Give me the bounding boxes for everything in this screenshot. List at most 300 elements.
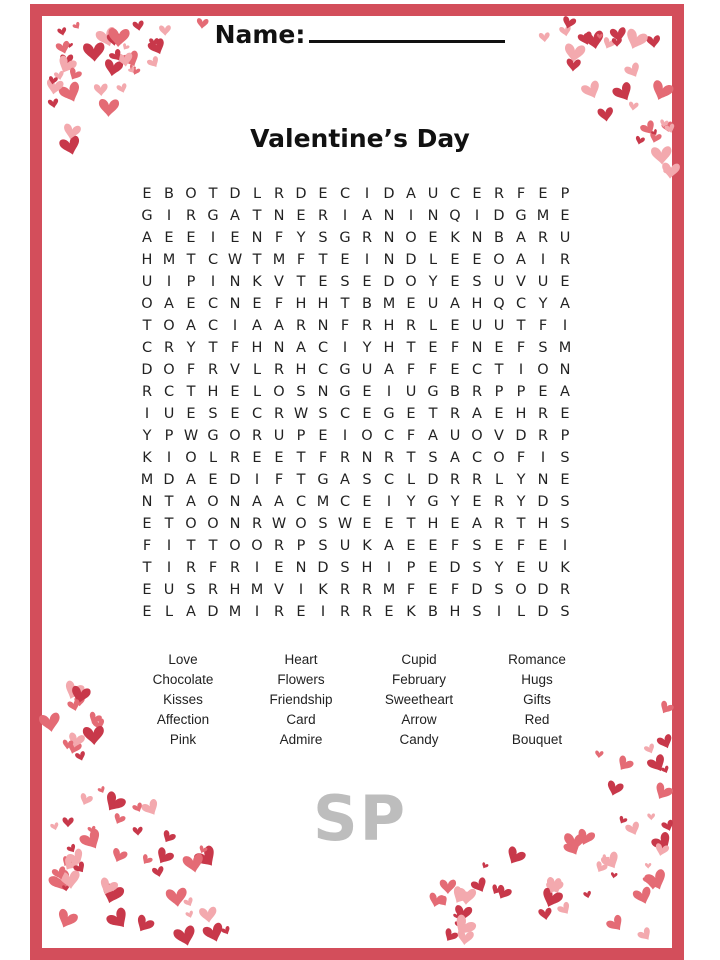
grid-letter[interactable]: F <box>406 582 416 598</box>
grid-letter[interactable]: R <box>207 582 219 598</box>
grid-letter[interactable]: E <box>428 230 438 246</box>
grid-letter[interactable]: E <box>450 252 460 268</box>
grid-letter[interactable]: I <box>342 340 348 356</box>
grid-letter[interactable]: D <box>471 582 483 598</box>
grid-letter[interactable]: S <box>560 494 570 510</box>
grid-letter[interactable]: N <box>295 560 307 576</box>
grid-letter[interactable]: V <box>516 274 526 290</box>
grid-letter[interactable]: L <box>252 186 262 202</box>
grid-letter[interactable]: A <box>560 296 570 312</box>
grid-letter[interactable]: U <box>559 230 571 246</box>
grid-letter[interactable]: E <box>384 604 394 620</box>
grid-letter[interactable]: C <box>471 450 483 466</box>
grid-letter[interactable]: I <box>386 384 392 400</box>
grid-letter[interactable]: O <box>405 230 417 246</box>
grid-letter[interactable]: R <box>339 604 351 620</box>
grid-letter[interactable]: L <box>428 252 438 268</box>
grid-letter[interactable]: R <box>273 362 285 378</box>
grid-letter[interactable]: M <box>382 582 396 598</box>
grid-letter[interactable]: D <box>449 560 461 576</box>
grid-letter[interactable]: Q <box>449 208 461 224</box>
grid-letter[interactable]: N <box>383 208 395 224</box>
grid-letter[interactable]: S <box>560 450 570 466</box>
grid-letter[interactable]: Y <box>538 296 548 312</box>
grid-letter[interactable]: T <box>406 516 416 532</box>
grid-letter[interactable]: I <box>210 230 216 246</box>
grid-letter[interactable]: Y <box>362 340 372 356</box>
grid-letter[interactable]: D <box>427 472 439 488</box>
grid-letter[interactable]: B <box>494 230 504 246</box>
grid-letter[interactable]: A <box>186 472 196 488</box>
grid-letter[interactable]: P <box>296 428 306 444</box>
grid-letter[interactable]: E <box>450 362 460 378</box>
grid-letter[interactable]: T <box>318 252 328 268</box>
grid-letter[interactable]: M <box>536 208 550 224</box>
grid-letter[interactable]: P <box>406 560 416 576</box>
grid-letter[interactable]: E <box>186 406 196 422</box>
grid-letter[interactable]: G <box>427 384 439 400</box>
grid-letter[interactable]: I <box>254 472 260 488</box>
grid-letter[interactable]: I <box>210 274 216 290</box>
grid-letter[interactable]: I <box>166 450 172 466</box>
grid-letter[interactable]: A <box>186 604 196 620</box>
grid-letter[interactable]: R <box>339 450 351 466</box>
grid-letter[interactable]: I <box>364 252 370 268</box>
grid-letter[interactable]: Y <box>494 560 504 576</box>
grid-letter[interactable]: T <box>252 252 262 268</box>
grid-letter[interactable]: R <box>537 230 549 246</box>
grid-letter[interactable]: R <box>559 252 571 268</box>
grid-letter[interactable]: M <box>382 296 396 312</box>
grid-letter[interactable]: O <box>273 384 285 400</box>
grid-letter[interactable]: Y <box>450 494 460 510</box>
grid-letter[interactable]: F <box>450 340 460 356</box>
grid-letter[interactable]: A <box>450 450 460 466</box>
grid-letter[interactable]: C <box>317 340 329 356</box>
grid-letter[interactable]: H <box>383 340 395 356</box>
grid-letter[interactable]: H <box>383 318 395 334</box>
grid-letter[interactable]: R <box>537 428 549 444</box>
grid-letter[interactable]: N <box>471 340 483 356</box>
grid-letter[interactable]: E <box>296 208 306 224</box>
grid-letter[interactable]: E <box>494 340 504 356</box>
grid-letter[interactable]: M <box>272 252 286 268</box>
grid-letter[interactable]: N <box>273 208 285 224</box>
grid-letter[interactable]: E <box>406 406 416 422</box>
grid-letter[interactable]: R <box>273 604 285 620</box>
grid-letter[interactable]: S <box>560 516 570 532</box>
grid-letter[interactable]: E <box>164 230 174 246</box>
grid-letter[interactable]: L <box>252 384 262 400</box>
grid-letter[interactable]: H <box>471 296 483 312</box>
grid-letter[interactable]: S <box>428 450 438 466</box>
grid-letter[interactable]: C <box>207 318 219 334</box>
grid-letter[interactable]: I <box>364 186 370 202</box>
grid-letter[interactable]: A <box>384 362 394 378</box>
grid-letter[interactable]: E <box>274 450 284 466</box>
grid-letter[interactable]: C <box>295 494 307 510</box>
grid-letter[interactable]: I <box>320 604 326 620</box>
grid-letter[interactable]: O <box>163 318 175 334</box>
grid-letter[interactable]: D <box>515 428 527 444</box>
grid-letter[interactable]: T <box>208 186 218 202</box>
grid-letter[interactable]: G <box>207 208 219 224</box>
grid-letter[interactable]: E <box>252 296 262 312</box>
grid-letter[interactable]: W <box>227 252 243 268</box>
grid-letter[interactable]: A <box>142 230 152 246</box>
grid-letter[interactable]: N <box>559 362 571 378</box>
grid-letter[interactable]: E <box>450 516 460 532</box>
grid-letter[interactable]: U <box>537 560 549 576</box>
grid-letter[interactable]: O <box>405 274 417 290</box>
grid-letter[interactable]: I <box>474 208 480 224</box>
grid-letter[interactable]: E <box>296 604 306 620</box>
grid-letter[interactable]: F <box>340 318 350 334</box>
grid-letter[interactable]: W <box>337 516 353 532</box>
grid-letter[interactable]: T <box>516 516 526 532</box>
grid-letter[interactable]: R <box>559 582 571 598</box>
grid-letter[interactable]: E <box>538 186 548 202</box>
grid-letter[interactable]: N <box>317 384 329 400</box>
grid-letter[interactable]: E <box>318 274 328 290</box>
grid-letter[interactable]: L <box>164 604 174 620</box>
grid-letter[interactable]: V <box>274 582 284 598</box>
grid-letter[interactable]: E <box>142 516 152 532</box>
grid-letter[interactable]: R <box>295 318 307 334</box>
grid-letter[interactable]: F <box>428 362 438 378</box>
grid-letter[interactable]: E <box>274 560 284 576</box>
grid-letter[interactable]: T <box>516 318 526 334</box>
grid-letter[interactable]: E <box>450 318 460 334</box>
grid-letter[interactable]: B <box>362 296 372 312</box>
grid-letter[interactable]: R <box>273 186 285 202</box>
grid-letter[interactable]: S <box>318 406 328 422</box>
grid-letter[interactable]: C <box>251 406 263 422</box>
grid-letter[interactable]: E <box>252 450 262 466</box>
grid-letter[interactable]: C <box>383 428 395 444</box>
grid-letter[interactable]: E <box>186 230 196 246</box>
grid-letter[interactable]: L <box>494 472 504 488</box>
grid-letter[interactable]: C <box>339 494 351 510</box>
grid-letter[interactable]: O <box>185 516 197 532</box>
grid-letter[interactable]: I <box>540 450 546 466</box>
grid-letter[interactable]: T <box>252 208 262 224</box>
grid-letter[interactable]: S <box>208 406 218 422</box>
grid-letter[interactable]: U <box>537 274 549 290</box>
grid-letter[interactable]: R <box>185 560 197 576</box>
grid-letter[interactable]: K <box>318 582 328 598</box>
grid-letter[interactable]: T <box>296 472 306 488</box>
grid-letter[interactable]: A <box>450 296 460 312</box>
grid-letter[interactable]: W <box>183 428 199 444</box>
grid-letter[interactable]: N <box>361 450 373 466</box>
grid-letter[interactable]: R <box>449 472 461 488</box>
grid-letter[interactable]: A <box>186 318 196 334</box>
grid-letter[interactable]: S <box>186 582 196 598</box>
grid-letter[interactable]: T <box>186 538 196 554</box>
grid-letter[interactable]: F <box>274 472 284 488</box>
grid-letter[interactable]: G <box>427 494 439 510</box>
grid-letter[interactable]: D <box>537 582 549 598</box>
grid-letter[interactable]: S <box>472 538 482 554</box>
grid-letter[interactable]: E <box>340 252 350 268</box>
grid-letter[interactable]: L <box>208 450 218 466</box>
grid-letter[interactable]: Y <box>142 428 152 444</box>
grid-letter[interactable]: I <box>562 318 568 334</box>
grid-letter[interactable]: E <box>560 274 570 290</box>
grid-letter[interactable]: H <box>449 604 461 620</box>
grid-letter[interactable]: C <box>141 340 153 356</box>
grid-letter[interactable]: O <box>207 494 219 510</box>
grid-letter[interactable]: I <box>386 560 392 576</box>
grid-letter[interactable]: D <box>383 186 395 202</box>
grid-letter[interactable]: S <box>318 538 328 554</box>
grid-letter[interactable]: C <box>471 362 483 378</box>
grid-letter[interactable]: L <box>516 604 526 620</box>
grid-letter[interactable]: E <box>406 296 416 312</box>
grid-letter[interactable]: V <box>230 362 240 378</box>
grid-letter[interactable]: O <box>493 252 505 268</box>
grid-letter[interactable]: E <box>406 538 416 554</box>
grid-letter[interactable]: I <box>254 560 260 576</box>
grid-letter[interactable]: P <box>560 428 570 444</box>
grid-letter[interactable]: A <box>428 428 438 444</box>
grid-letter[interactable]: R <box>537 406 549 422</box>
grid-letter[interactable]: E <box>428 582 438 598</box>
grid-letter[interactable]: F <box>274 230 284 246</box>
grid-letter[interactable]: A <box>296 340 306 356</box>
grid-letter[interactable]: R <box>229 450 241 466</box>
grid-letter[interactable]: M <box>316 494 330 510</box>
grid-letter[interactable]: F <box>186 362 196 378</box>
grid-letter[interactable]: E <box>362 274 372 290</box>
grid-letter[interactable]: H <box>229 582 241 598</box>
grid-letter[interactable]: M <box>162 252 176 268</box>
grid-letter[interactable]: Y <box>516 472 526 488</box>
grid-letter[interactable]: F <box>538 318 548 334</box>
grid-letter[interactable]: T <box>428 406 438 422</box>
grid-letter[interactable]: H <box>295 362 307 378</box>
grid-letter[interactable]: F <box>516 186 526 202</box>
grid-letter[interactable]: L <box>252 362 262 378</box>
grid-letter[interactable]: E <box>230 230 240 246</box>
grid-letter[interactable]: G <box>339 362 351 378</box>
grid-letter[interactable]: O <box>185 186 197 202</box>
grid-letter[interactable]: M <box>228 604 242 620</box>
grid-letter[interactable]: G <box>317 472 329 488</box>
grid-letter[interactable]: M <box>140 472 154 488</box>
grid-letter[interactable]: W <box>293 406 309 422</box>
grid-letter[interactable]: R <box>273 406 285 422</box>
grid-letter[interactable]: F <box>516 450 526 466</box>
grid-letter[interactable]: F <box>318 450 328 466</box>
grid-letter[interactable]: R <box>361 582 373 598</box>
grid-letter[interactable]: O <box>229 538 241 554</box>
grid-letter[interactable]: A <box>252 494 262 510</box>
grid-letter[interactable]: U <box>163 406 175 422</box>
grid-letter[interactable]: U <box>141 274 153 290</box>
grid-letter[interactable]: B <box>164 186 174 202</box>
grid-letter[interactable]: K <box>406 604 416 620</box>
grid-letter[interactable]: B <box>428 604 438 620</box>
grid-letter[interactable]: T <box>494 362 504 378</box>
grid-letter[interactable]: N <box>141 494 153 510</box>
name-blank-line[interactable] <box>309 18 505 43</box>
grid-letter[interactable]: A <box>516 252 526 268</box>
grid-letter[interactable]: O <box>361 428 373 444</box>
grid-letter[interactable]: R <box>493 186 505 202</box>
grid-letter[interactable]: N <box>229 494 241 510</box>
grid-letter[interactable]: K <box>450 230 460 246</box>
grid-letter[interactable]: Q <box>493 296 505 312</box>
grid-letter[interactable]: A <box>516 230 526 246</box>
grid-letter[interactable]: T <box>406 340 416 356</box>
grid-letter[interactable]: O <box>295 516 307 532</box>
grid-letter[interactable]: C <box>383 472 395 488</box>
grid-letter[interactable]: E <box>142 604 152 620</box>
grid-letter[interactable]: D <box>383 274 395 290</box>
grid-letter[interactable]: G <box>383 406 395 422</box>
grid-letter[interactable]: T <box>186 252 196 268</box>
grid-letter[interactable]: H <box>141 252 153 268</box>
grid-letter[interactable]: O <box>141 296 153 312</box>
grid-letter[interactable]: N <box>317 318 329 334</box>
grid-letter[interactable]: E <box>472 494 482 510</box>
grid-letter[interactable]: V <box>274 274 284 290</box>
grid-letter[interactable]: R <box>185 208 197 224</box>
grid-letter[interactable]: R <box>471 472 483 488</box>
grid-letter[interactable]: N <box>273 340 285 356</box>
grid-letter[interactable]: D <box>163 472 175 488</box>
grid-letter[interactable]: S <box>318 230 328 246</box>
grid-letter[interactable]: Y <box>428 274 438 290</box>
grid-letter[interactable]: C <box>515 296 527 312</box>
grid-letter[interactable]: M <box>558 340 572 356</box>
grid-letter[interactable]: U <box>493 274 505 290</box>
grid-letter[interactable]: E <box>186 296 196 312</box>
grid-letter[interactable]: U <box>449 428 461 444</box>
grid-letter[interactable]: T <box>406 450 416 466</box>
grid-letter[interactable]: F <box>450 582 460 598</box>
grid-letter[interactable]: O <box>471 428 483 444</box>
grid-letter[interactable]: Y <box>186 340 196 356</box>
grid-letter[interactable]: D <box>493 208 505 224</box>
grid-letter[interactable]: R <box>405 318 417 334</box>
grid-letter[interactable]: I <box>166 560 172 576</box>
grid-letter[interactable]: E <box>428 560 438 576</box>
grid-letter[interactable]: R <box>361 318 373 334</box>
grid-letter[interactable]: S <box>362 472 372 488</box>
grid-letter[interactable]: E <box>208 472 218 488</box>
grid-letter[interactable]: P <box>296 538 306 554</box>
grid-letter[interactable]: U <box>361 362 373 378</box>
grid-letter[interactable]: U <box>339 538 351 554</box>
grid-letter[interactable]: R <box>273 538 285 554</box>
grid-letter[interactable]: F <box>274 296 284 312</box>
grid-letter[interactable]: D <box>537 604 549 620</box>
grid-letter[interactable]: T <box>340 296 350 312</box>
grid-letter[interactable]: A <box>230 208 240 224</box>
grid-letter[interactable]: V <box>494 428 504 444</box>
grid-letter[interactable]: R <box>449 406 461 422</box>
grid-letter[interactable]: C <box>207 296 219 312</box>
grid-letter[interactable]: G <box>515 208 527 224</box>
grid-letter[interactable]: R <box>493 516 505 532</box>
grid-letter[interactable]: A <box>472 516 482 532</box>
grid-letter[interactable]: U <box>427 186 439 202</box>
grid-letter[interactable]: U <box>273 428 285 444</box>
grid-letter[interactable]: N <box>229 274 241 290</box>
grid-letter[interactable]: N <box>427 208 439 224</box>
grid-letter[interactable]: F <box>450 538 460 554</box>
grid-letter[interactable]: F <box>406 428 416 444</box>
grid-letter[interactable]: D <box>229 472 241 488</box>
grid-letter[interactable]: S <box>340 560 350 576</box>
grid-letter[interactable]: L <box>428 318 438 334</box>
grid-letter[interactable]: U <box>471 318 483 334</box>
grid-letter[interactable]: O <box>229 428 241 444</box>
grid-letter[interactable]: I <box>144 406 150 422</box>
grid-letter[interactable]: O <box>185 450 197 466</box>
grid-letter[interactable]: R <box>163 340 175 356</box>
grid-letter[interactable]: Y <box>516 494 526 510</box>
grid-letter[interactable]: P <box>516 384 526 400</box>
grid-letter[interactable]: U <box>493 318 505 334</box>
grid-letter[interactable]: E <box>538 538 548 554</box>
grid-letter[interactable]: O <box>207 516 219 532</box>
grid-letter[interactable]: G <box>141 208 153 224</box>
grid-letter[interactable]: H <box>251 340 263 356</box>
grid-letter[interactable]: S <box>340 274 350 290</box>
grid-letter[interactable]: F <box>230 340 240 356</box>
grid-letter[interactable]: H <box>317 296 329 312</box>
grid-letter[interactable]: N <box>471 230 483 246</box>
grid-letter[interactable]: E <box>560 208 570 224</box>
grid-letter[interactable]: K <box>560 560 570 576</box>
grid-letter[interactable]: G <box>339 230 351 246</box>
grid-letter[interactable]: T <box>186 384 196 400</box>
grid-letter[interactable]: E <box>560 406 570 422</box>
grid-letter[interactable]: I <box>408 208 414 224</box>
grid-letter[interactable]: T <box>296 450 306 466</box>
grid-letter[interactable]: S <box>538 340 548 356</box>
grid-letter[interactable]: I <box>562 538 568 554</box>
grid-letter[interactable]: E <box>516 560 526 576</box>
grid-letter[interactable]: L <box>406 472 416 488</box>
grid-letter[interactable]: G <box>339 384 351 400</box>
grid-letter[interactable]: S <box>560 604 570 620</box>
grid-letter[interactable]: R <box>339 582 351 598</box>
grid-letter[interactable]: D <box>229 186 241 202</box>
grid-letter[interactable]: E <box>362 494 372 510</box>
grid-letter[interactable]: S <box>296 384 306 400</box>
grid-letter[interactable]: E <box>318 428 328 444</box>
grid-letter[interactable]: R <box>361 230 373 246</box>
grid-letter[interactable]: I <box>166 208 172 224</box>
grid-letter[interactable]: N <box>537 472 549 488</box>
grid-letter[interactable]: E <box>494 538 504 554</box>
grid-letter[interactable]: E <box>450 274 460 290</box>
grid-letter[interactable]: I <box>298 582 304 598</box>
grid-letter[interactable]: A <box>472 406 482 422</box>
grid-letter[interactable]: T <box>208 538 218 554</box>
grid-letter[interactable]: T <box>164 516 174 532</box>
grid-letter[interactable]: G <box>207 428 219 444</box>
grid-letter[interactable]: E <box>384 516 394 532</box>
grid-letter[interactable]: E <box>428 340 438 356</box>
grid-letter[interactable]: H <box>295 296 307 312</box>
grid-letter[interactable]: O <box>515 582 527 598</box>
